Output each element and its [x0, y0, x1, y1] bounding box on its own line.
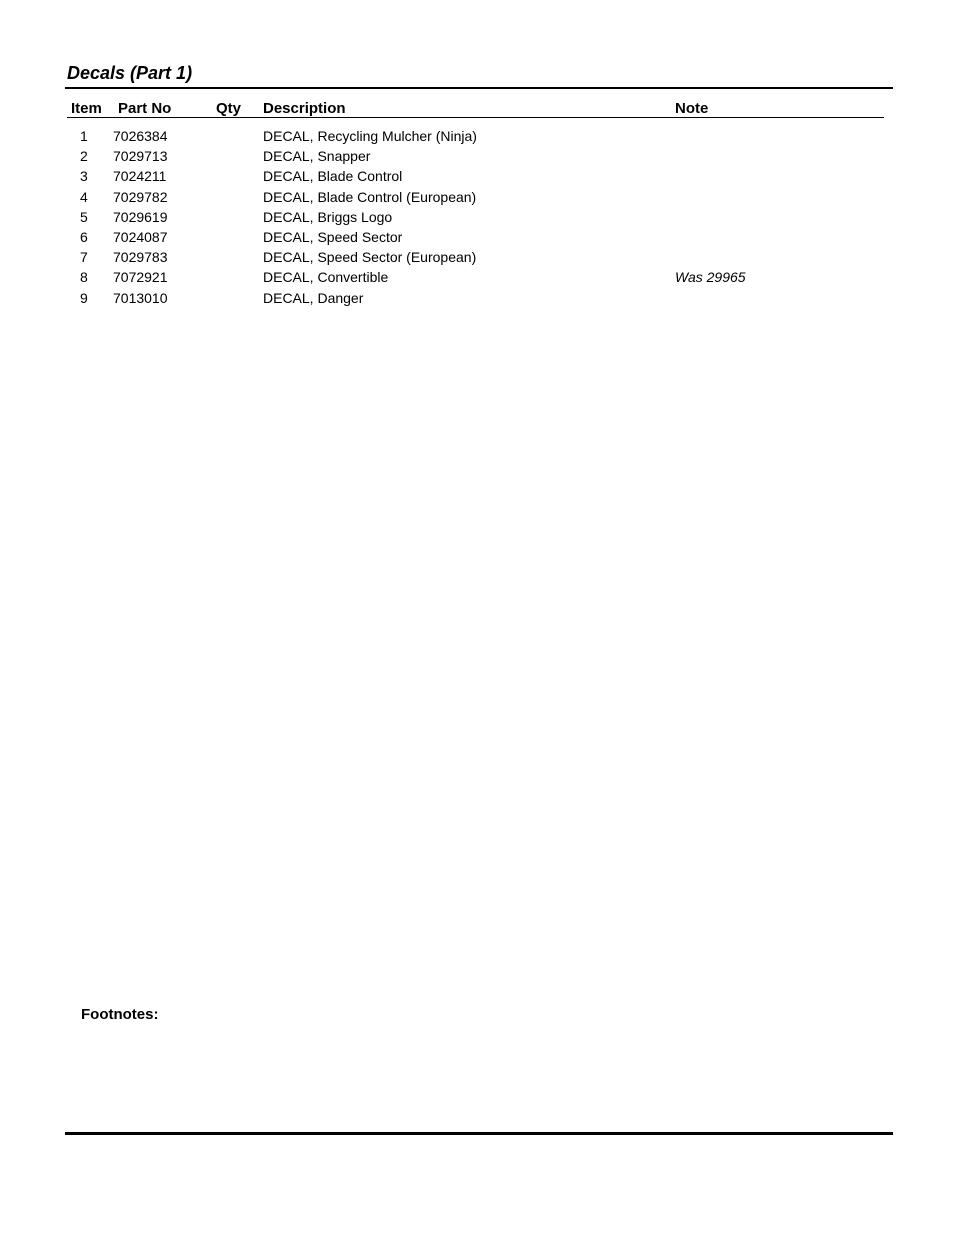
part-number: 7013010: [113, 289, 168, 306]
description: DECAL, Recycling Mulcher (Ninja): [263, 128, 477, 144]
table-row: [0, 247, 954, 267]
footnotes-label: Footnotes:: [81, 1006, 159, 1023]
item-number: 5: [80, 208, 88, 225]
header-divider: [67, 117, 884, 118]
table-row: [0, 267, 954, 287]
table-row: [0, 187, 954, 207]
table-row: [0, 227, 954, 247]
description: DECAL, Blade Control: [263, 168, 403, 185]
column-header-item: Item: [71, 100, 102, 117]
part-number: 7024087: [113, 228, 168, 245]
part-number: 7029619: [113, 208, 168, 225]
part-number: 7029782: [113, 188, 168, 205]
item-number: 4: [80, 188, 88, 205]
table-row: [0, 126, 954, 146]
table-row: [0, 207, 954, 227]
table-row: [0, 146, 954, 166]
table-header: [0, 99, 954, 119]
table-row: [0, 288, 954, 308]
part-number: 7029783: [113, 249, 168, 266]
title-divider: [65, 87, 893, 89]
description: DECAL, Speed Sector (European): [263, 249, 477, 266]
description: DECAL, Snapper: [263, 148, 371, 165]
item-number: 3: [80, 168, 88, 185]
part-number: 7072921: [113, 269, 168, 286]
item-number: 7: [80, 249, 88, 266]
column-header-description: Description: [263, 100, 346, 117]
parts-table: [0, 126, 954, 308]
column-header-part-no: Part No: [118, 100, 172, 117]
page-title: Decals (Part 1): [67, 63, 193, 83]
description: DECAL, Speed Sector: [263, 228, 403, 245]
description: DECAL, Blade Control (European): [263, 188, 477, 205]
footer-divider: [65, 1132, 893, 1135]
description: DECAL, Convertible: [263, 269, 389, 286]
description: DECAL, Danger: [263, 289, 364, 306]
part-number: 7026384: [113, 128, 168, 144]
description: DECAL, Briggs Logo: [263, 208, 393, 225]
note: Was 29965: [675, 269, 746, 286]
item-number: 6: [80, 228, 88, 245]
item-number: 8: [80, 269, 88, 286]
item-number: 1: [80, 128, 88, 144]
item-number: 9: [80, 289, 88, 306]
table-row: [0, 166, 954, 186]
column-header-note: Note: [675, 100, 709, 117]
item-number: 2: [80, 148, 88, 165]
part-number: 7024211: [113, 168, 167, 185]
column-header-qty: Qty: [216, 100, 242, 117]
part-number: 7029713: [113, 148, 168, 165]
